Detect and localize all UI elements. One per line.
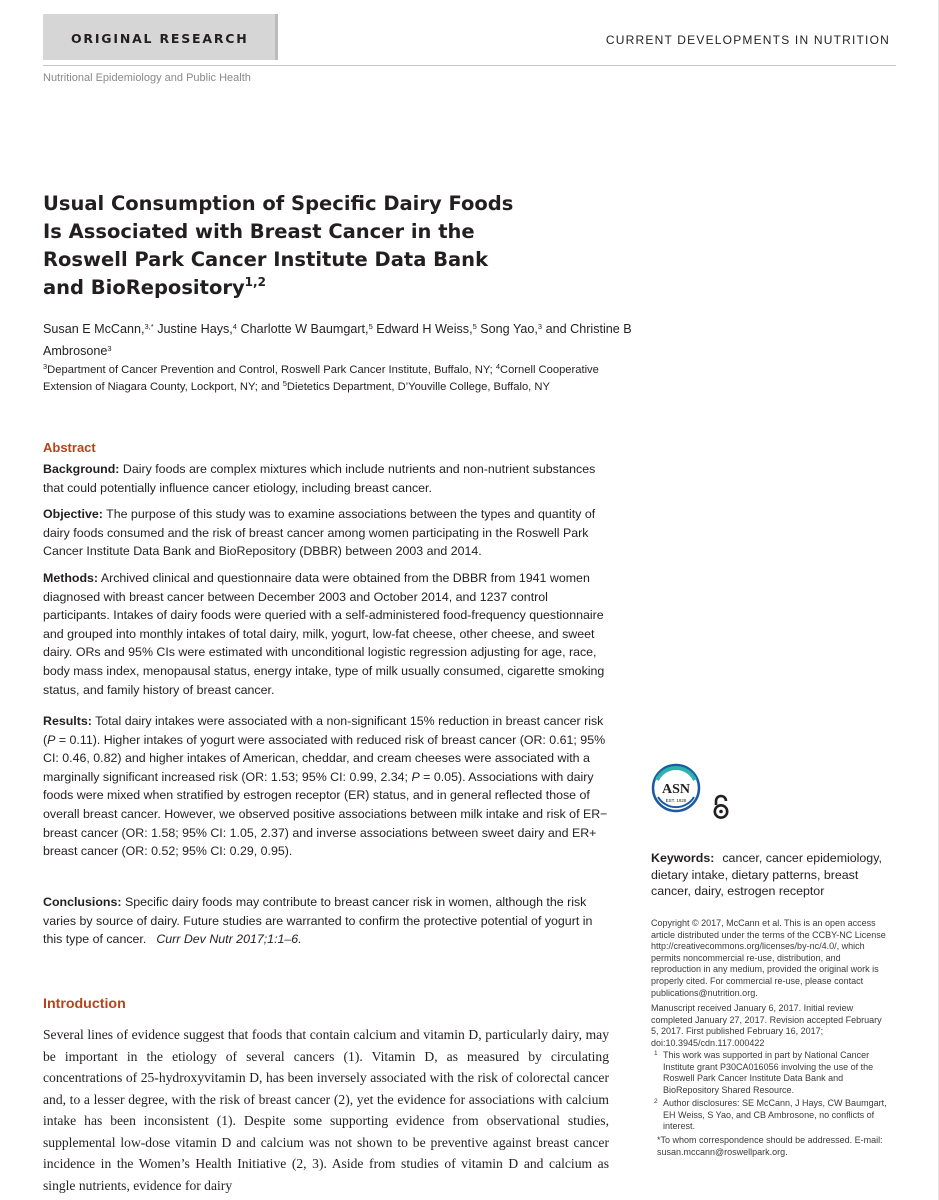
keywords-text: cancer, cancer epidemiology, dietary intake, dietary patterns, breast cancer, dairy, estrogen receptor: [651, 851, 882, 898]
keywords: [651, 850, 886, 900]
author-mark: 3: [537, 322, 543, 331]
abstract-methods: [43, 569, 615, 699]
affiliation-mark: 5: [282, 379, 287, 388]
introduction-heading: Introduction: [43, 996, 126, 1012]
author-name: Edward H Weiss,: [376, 322, 473, 336]
author-name: Susan E McCann,: [43, 322, 145, 336]
asn-logo-est: EST. 1928: [665, 798, 687, 803]
objective-label: Objective:: [43, 507, 103, 521]
p-value-symbol: P: [411, 769, 420, 784]
footnote: [651, 1050, 891, 1096]
affiliation-text: Department of Cancer Prevention and Control, Roswell Park Cancer Institute, Buffalo, NY;: [47, 364, 496, 376]
methods-label: Methods:: [43, 571, 99, 585]
footnote: [651, 1135, 891, 1158]
citation: Curr Dev Nutr 2017;1:1–6.: [156, 932, 302, 947]
copyright-notice: Copyright © 2017, McCann et al. This is an open access article distributed under the terms of the CCBY-NC License http://creativecommons.org/licenses/by-nc/4.0/, which permits noncommercial re-use, distribution, and reproduction in any medium, provided the original work is properly cited. For commercial re-use, please contact publications@nutrition.org.: [651, 918, 886, 998]
open-access-icon: [712, 794, 730, 825]
results-text: = 0.11). Higher intakes of yogurt were associated with reduced risk of breast cancer (OR: 0.61; 95% CI: 0.46, 0.82) and higher intakes of American, cheddar, and cream cheeses were associated with a marginally significant increased risk (OR: 1.53; 95% CI: 0.99, 2.34;: [43, 732, 606, 784]
author-mark: 5: [472, 322, 477, 331]
affiliations: [43, 362, 633, 396]
background-text: Dairy foods are complex mixtures which include nutrients and non-nutrient substances that could potentially influence cancer etiology, including breast cancer.: [43, 462, 596, 495]
asn-logo-text: ASN: [661, 782, 691, 797]
author-name: Justine Hays,: [157, 322, 233, 336]
title-line-text: Is Associated with Breast Cancer in the: [43, 220, 475, 243]
affiliation-text: Dietetics Department, D’Youville College, Buffalo, NY: [286, 381, 550, 393]
title-footnote-marks: 1,2: [244, 275, 266, 289]
footnote-mark: 2: [654, 1098, 658, 1105]
footnote-text: To whom correspondence should be addressed. E-mail: susan.mccann@roswellpark.org.: [657, 1135, 883, 1157]
subject-category: Nutritional Epidemiology and Public Health: [43, 72, 251, 84]
title-line-text: and BioRepository: [43, 276, 245, 299]
keywords-label: Keywords:: [651, 851, 715, 865]
footnote: [651, 1098, 891, 1133]
affiliation-mark: 3: [43, 362, 48, 371]
title-line: Usual Consumption of Specific Dairy Foods: [43, 192, 514, 215]
p-value-symbol: P: [47, 732, 56, 747]
abstract-conclusions: [43, 893, 615, 949]
article-title: [43, 190, 623, 302]
footnote-mark: 1: [654, 1050, 658, 1057]
asn-logo: [651, 763, 701, 818]
background-label: Background:: [43, 462, 120, 476]
author-list: [43, 318, 633, 362]
author-name: Charlotte W Baumgart,: [240, 322, 369, 336]
results-text: = 0.05). Associations with dairy foods were mixed when stratified by estrogen receptor (ER) status, and in general reflected those of overall breast cancer. However, we observed positive associations between milk intake and risk of ER− breast cancer (OR: 1.58; 95% CI: 1.05, 2.37) and inverse associations between sweet dairy and ER+ breast cancer (OR: 0.52; 95% CI: 0.29, 0.95).: [43, 769, 608, 859]
results-text: Total dairy intakes were associated with a non-significant 15% reduction in breast cancer risk (: [43, 714, 604, 747]
conclusions-text: Specific dairy foods may contribute to breast cancer risk in women, although the risk varies by source of dairy. Future studies are warranted to confirm the protective potential of yogurt in this type of cancer.: [43, 895, 593, 947]
affiliation-mark: 4: [495, 362, 500, 371]
section-label: ORIGINAL RESEARCH: [43, 14, 275, 60]
journal-name: CURRENT DEVELOPMENTS IN NUTRITION: [605, 33, 890, 47]
title-line: [43, 274, 623, 302]
affiliation-text: Cornell Cooperative Extension of Niagara County, Lockport, NY; and: [43, 364, 599, 393]
methods-text: Archived clinical and questionnaire data were obtained from the DBBR from 1941 women diagnosed with breast cancer between December 2003 and October 2014, and 1237 control participants. Intakes of dairy foods were queried with a self-administered food-frequency questionnaire and grouped into monthly intakes of total dairy, milk, yogurt, low-fat cheese, other cheese, and sweet dairy. ORs and 95% CIs were estimated with unconditional logistic regression adjusting for age, race, body mass index, menopausal status, energy intake, type of milk usually consumed, cigarette smoking status, and family history of breast cancer.: [43, 571, 605, 697]
footnote-text: Author disclosures: SE McCann, J Hays, CW Baumgart, EH Weiss, S Yao, and CB Ambrosone, no conflicts of interest.: [663, 1098, 887, 1132]
manuscript-history: Manuscript received January 6, 2017. Initial review completed January 27, 2017. Revision accepted February 5, 2017. First published February 16, 2017; doi:10.3945/cdn.117.000422: [651, 1003, 882, 1048]
author-mark: 3: [107, 344, 112, 353]
footnote-text: This work was supported in part by National Cancer Institute grant P30CA016056 involving the use of the Roswell Park Cancer Institute Data Bank and BioRepository Shared Resource.: [663, 1050, 874, 1095]
abstract-results: [43, 712, 615, 861]
author-mark: 4: [232, 322, 237, 331]
objective-text: The purpose of this study was to examine associations between the types and quantity of dairy foods consumed and the risk of breast cancer among women participating in the Roswell Park Cancer Institute Data Bank and BioRepository (DBBR) between 2003 and 2014.: [43, 507, 596, 559]
author-name: Song Yao,: [480, 322, 538, 336]
title-line: Roswell Park Cancer Institute Data Bank: [43, 248, 489, 271]
author-name: and Christine B Ambrosone: [43, 322, 632, 358]
results-label: Results:: [43, 714, 92, 728]
abstract-background: [43, 460, 615, 497]
conclusions-label: Conclusions:: [43, 895, 122, 909]
abstract-heading: Abstract: [43, 440, 96, 455]
title-line: [43, 218, 623, 246]
footnote-mark: *: [657, 1135, 661, 1145]
header-divider: [43, 65, 896, 66]
author-mark: 3,*: [144, 322, 154, 331]
abstract-objective: [43, 505, 615, 561]
author-mark: 5: [368, 322, 373, 331]
introduction-body: Several lines of evidence suggest that foods that contain calcium and vitamin D, particularly dairy, may be important in the etiology of several cancers (1). Vitamin D, as measured by circulating concentrations of 25-hydroxyvitamin D, has been inversely associated with the risk of colorectal cancer and, to a lesser degree, with the risk of breast cancer (2), yet the evidence for associations with calcium intake has been inconsistent (1). Despite some supporting evidence from observational studies, supplemental low-dose vitamin D and calcium was not shown to be preventive against breast cancer incidence in the Women’s Health Initiative (2, 3). Aside from studies of vitamin D and calcium as single nutrients, evidence for dairy: [43, 1027, 609, 1193]
